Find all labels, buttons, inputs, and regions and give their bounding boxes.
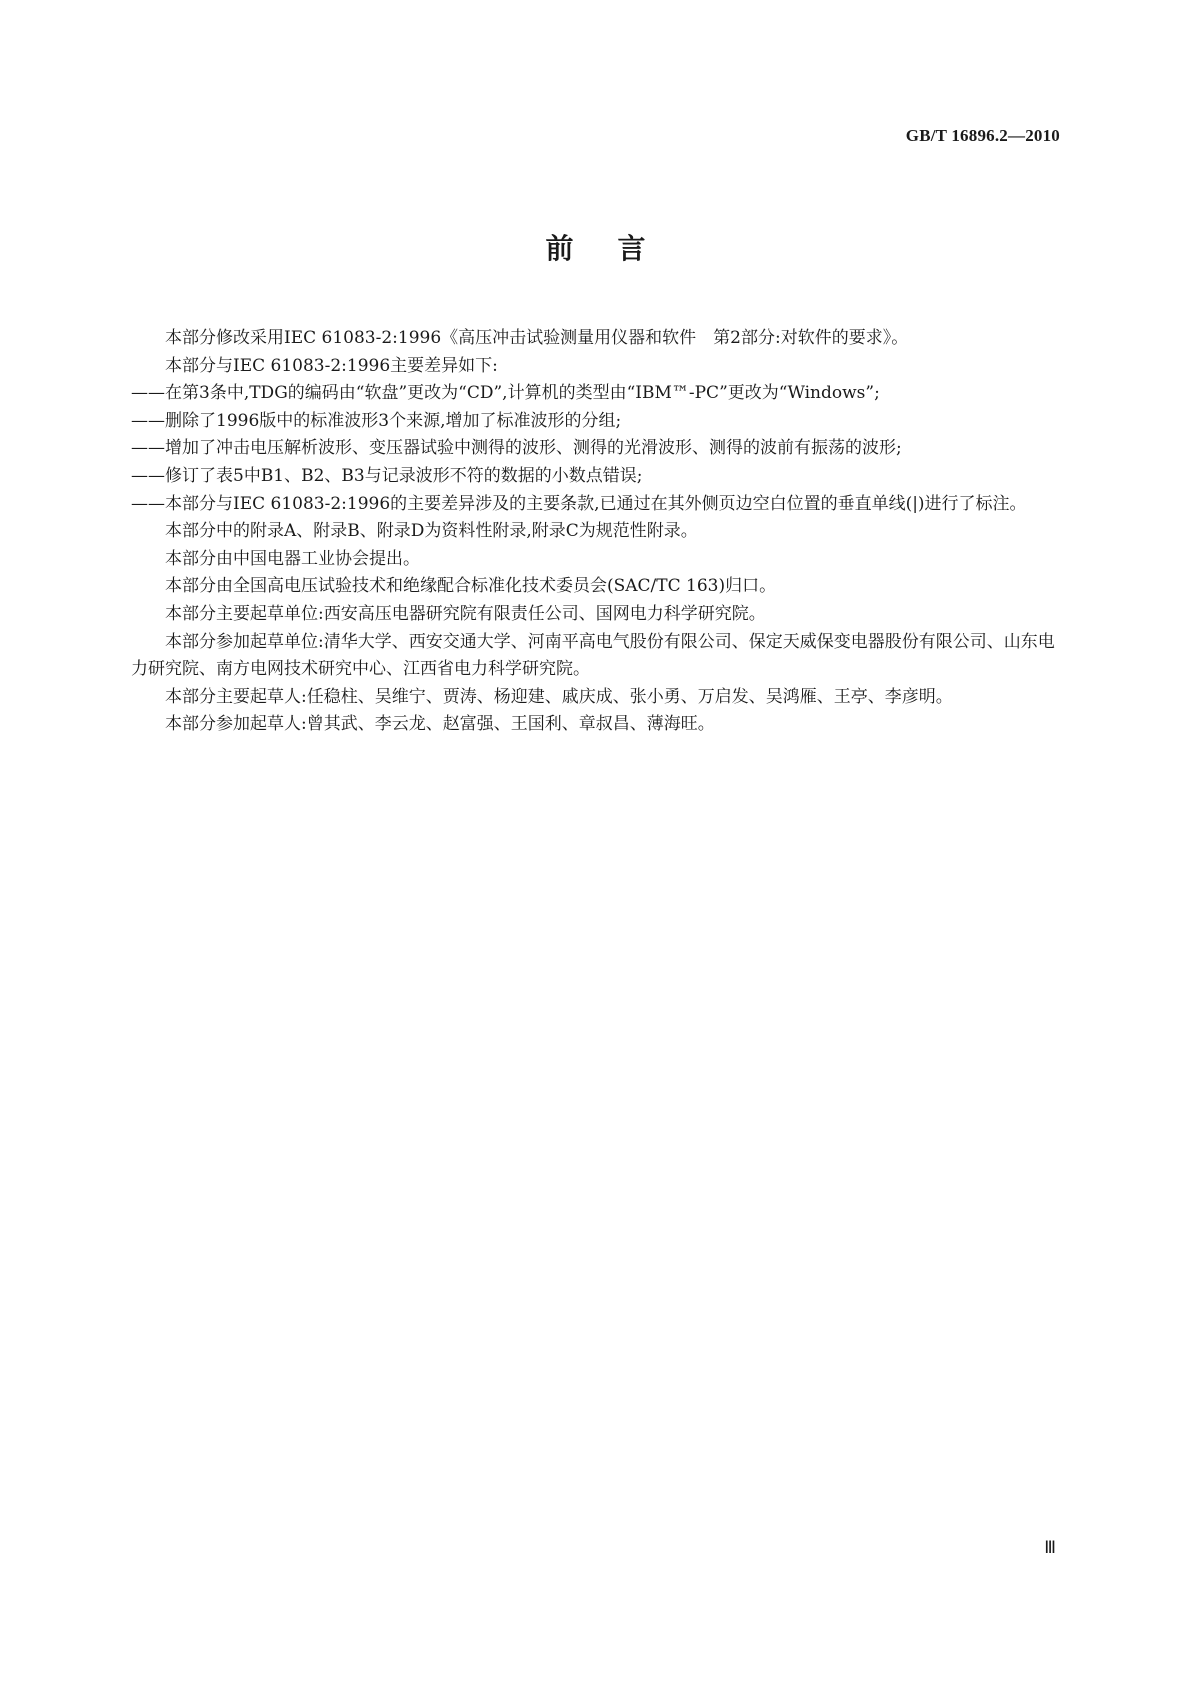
paragraph-main-drafters: 本部分主要起草人:任稳柱、吴维宁、贾涛、杨迎建、戚庆成、张小勇、万启发、吴鸿雁、王亭、李彦明。	[165, 686, 953, 707]
foreword-body	[131, 325, 1061, 739]
difference-item-1: ——在第3条中,TDG的编码由“软盘”更改为“CD”,计算机的类型由“IBM™-PC”更改为“Windows”;	[131, 383, 880, 404]
title-char-1: 前	[545, 232, 574, 265]
paragraph-participating-units: 本部分参加起草单位:清华大学、西安交通大学、河南平高电气股份有限公司、保定天威保变电器股份有限公司、山东电力研究院、南方电网技术研究中心、江西省电力科学研究院。	[131, 631, 1055, 680]
paragraph-participating-drafters: 本部分参加起草人:曾其武、李云龙、赵富强、王国利、章叔昌、薄海旺。	[165, 714, 715, 735]
paragraph-adoption: 本部分修改采用IEC 61083-2:1996《高压冲击试验测量用仪器和软件 第2部分:对软件的要求》。	[165, 328, 909, 348]
paragraph-annexes: 本部分中的附录A、附录B、附录D为资料性附录,附录C为规范性附录。	[165, 521, 698, 542]
standard-number: GB/T 16896.2—2010	[905, 126, 1060, 145]
difference-item-3: ——增加了冲击电压解析波形、变压器试验中测得的波形、测得的光滑波形、测得的波前有振荡的波形;	[131, 438, 902, 459]
paragraph-proposer: 本部分由中国电器工业协会提出。	[165, 548, 420, 569]
difference-item-4: ——修订了表5中B1、B2、B3与记录波形不符的数据的小数点错误;	[131, 465, 643, 486]
paragraph-committee: 本部分由全国高电压试验技术和绝缘配合标准化技术委员会(SAC/TC 163)归口。	[165, 576, 777, 597]
page-number: Ⅲ	[1044, 1538, 1056, 1557]
difference-item-5: ——本部分与IEC 61083-2:1996的主要差异涉及的主要条款,已通过在其外侧页边空白位置的垂直单线(|)进行了标注。	[131, 493, 1027, 514]
paragraph-main-drafting-units: 本部分主要起草单位:西安高压电器研究院有限责任公司、国网电力科学研究院。	[165, 603, 766, 624]
page-title	[0, 227, 1191, 267]
title-char-2: 言	[617, 232, 646, 265]
difference-item-2: ——删除了1996版中的标准波形3个来源,增加了标准波形的分组;	[131, 410, 622, 431]
paragraph-differences-intro: 本部分与IEC 61083-2:1996主要差异如下:	[165, 355, 498, 376]
